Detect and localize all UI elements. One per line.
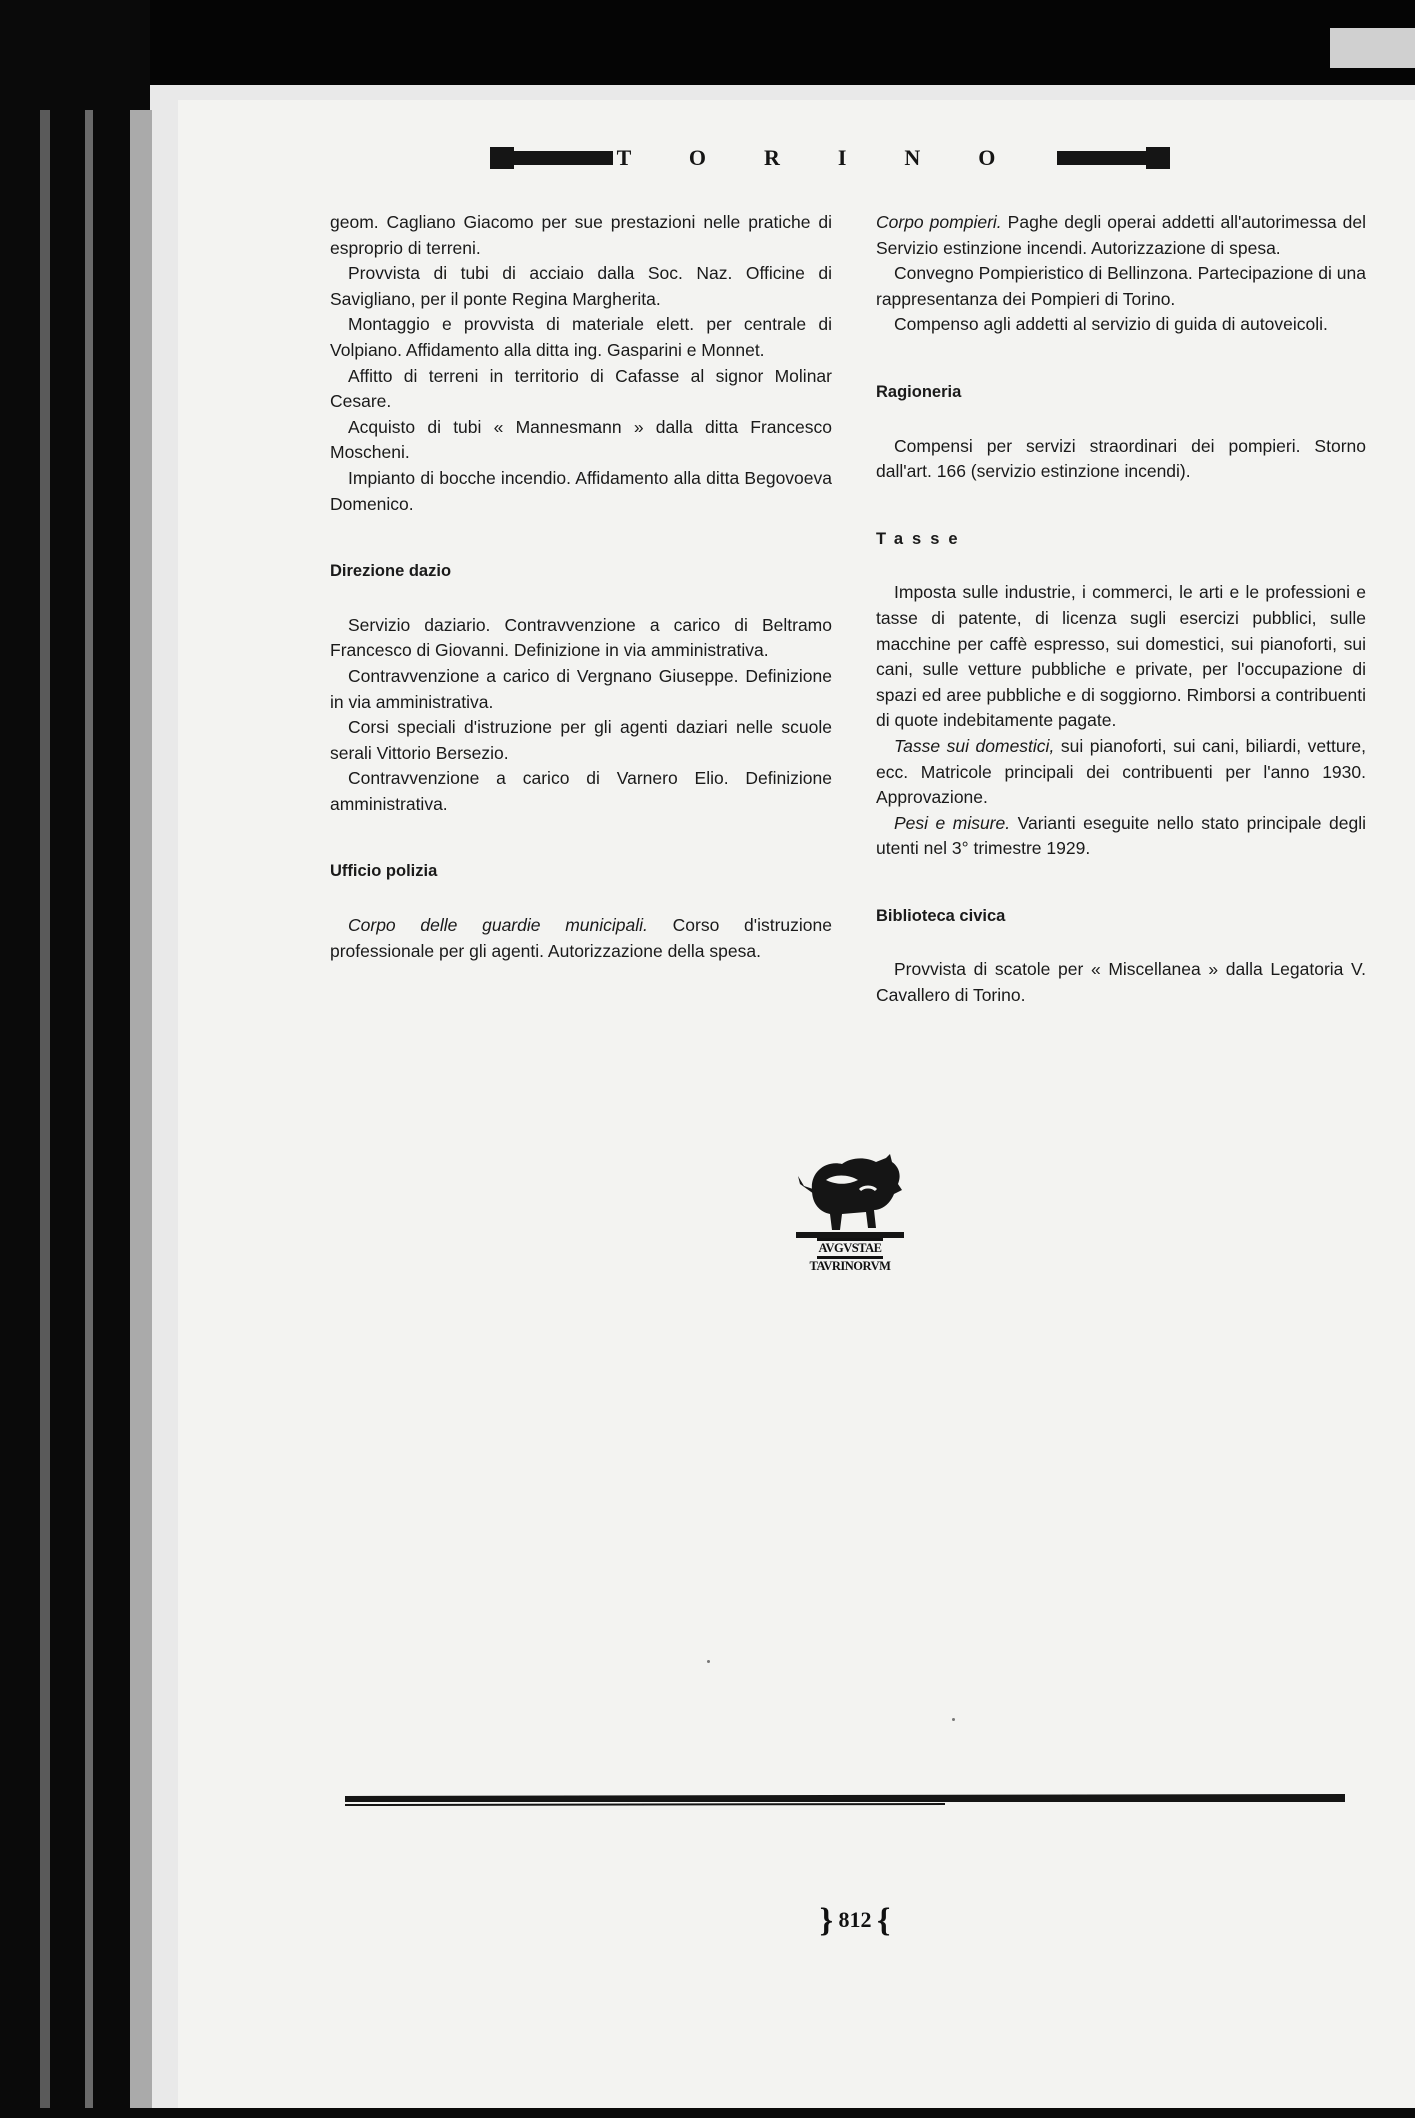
section-heading-ragioneria: Ragioneria [876,382,962,401]
emblem-motto [798,1238,902,1274]
paragraph [876,811,1366,862]
paragraph: Impianto di bocche incendio. Affidamento alla ditta Begovoeva Domenico. [330,467,832,514]
paragraph-text: Corso d'istruzione professionale per gli agenti. Autorizzazione della spesa. [330,915,833,961]
paragraph: Convegno Pompieristico di Bellinzona. Partecipazione di una rappresentanza dei Pompieri di Torino. [876,263,1366,309]
scan-border-left [0,0,150,2118]
paragraph: Servizio daziario. Contravvenzione a carico di Beltramo Francesco di Giovanni. Definizione in via amministrativa. [330,614,832,661]
paragraph-text: Varianti eseguite nello stato principale degli utenti nel 3° trimestre 1929. [876,812,1366,859]
book-spine-edge [40,110,50,2118]
paragraph: Acquisto di tubi « Mannesmann » dalla ditta Francesco Moscheni. [330,416,832,463]
italic-lead: Tasse sui domestici, [894,735,1055,756]
left-column [330,210,832,964]
paragraph: Compenso agli addetti al servizio di guida di autoveicoli. [894,314,1328,335]
paragraph-text: sui pianoforti, sui cani, biliardi, vetture, ecc. Matricole principali dei contribuenti per l'anno 1930. Approvazione. [876,735,1366,808]
book-spine-edge [130,110,152,2118]
italic-lead: Corpo delle guardie municipali. [348,915,648,936]
bull-icon [790,1150,910,1240]
bracket-left: } [819,1902,833,1939]
scan-border-bottom [0,2108,1415,2118]
book-spine-edge [85,110,93,2118]
italic-lead: Corpo pompieri. [876,212,1002,232]
section-heading-dazio: Direzione dazio [330,562,452,581]
paragraph [876,734,1366,811]
scan-speck [707,1660,710,1663]
header-banner [500,143,1170,173]
scan-speck [952,1718,955,1721]
emblem-motto-line: AVGVSTAE [817,1238,884,1259]
paragraph [876,210,1366,261]
paragraph: Provvista di tubi di acciaio dalla Soc. Naz. Officine di Savigliano, per il ponte Regina Margherita. [330,263,832,309]
city-emblem [790,1150,910,1285]
paragraph: Montaggio e provvista di materiale elett. per centrale di Volpiano. Affidamento alla ditta ing. Gasparini e Monnet. [330,314,832,360]
page-number-text: 812 [838,1907,872,1932]
paragraph-text: Paghe degli operai addetti all'autorimessa del Servizio estinzione incendi. Autorizzazione di spesa. [876,212,1366,258]
italic-lead: Pesi e misure. [894,812,1011,833]
emblem-motto-line: TAVRINORVM [809,1259,891,1273]
paragraph: Corsi speciali d'istruzione per gli agenti daziari nelle scuole serali Vittorio Bersezio. [330,717,832,763]
banner-cap-left [490,147,514,169]
scan-border-top [0,0,1415,85]
paragraph [330,913,832,964]
right-column [876,210,1366,1009]
scan-border-corner [1330,28,1415,68]
paragraph: geom. Cagliano Giacomo per sue prestazioni nelle pratiche di esproprio di terreni. [330,212,832,258]
paragraph: Imposta sulle industrie, i commerci, le arti e le professioni e tasse di patente, di licenza sugli esercizi pubblici, sulle macchine per caffè espresso, sui domestici, sui pianoforti, sui cani, sulle vetture pubbliche e private, per l'occupazione di spazi ed aree pubbliche e di soggiorno. Rimborsi a contribuenti di quote indebitamente pagate. [876,582,1366,731]
section-heading-tasse: Tasse [876,529,967,548]
header-city-title: TORINO [540,143,1130,173]
page-number [800,1900,910,1940]
paragraph: Affitto di terreni in territorio di Cafasse al signor Molinar Cesare. [330,365,832,412]
paragraph: Compensi per servizi straordinari dei pompieri. Storno dall'art. 166 (servizio estinzione incendi). [876,435,1366,482]
banner-cap-right [1146,147,1170,169]
footer-rule [345,1790,1345,1808]
bracket-right: { [877,1902,891,1939]
paragraph: Contravvenzione a carico di Vergnano Giuseppe. Definizione in via amministrativa. [330,665,832,712]
paragraph: Contravvenzione a carico di Varnero Elio. Definizione amministrativa. [330,768,832,814]
section-heading-polizia: Ufficio polizia [330,862,438,881]
paragraph: Provvista di scatole per « Miscellanea » dalla Legatoria V. Cavallero di Torino. [876,959,1366,1006]
section-heading-biblioteca: Biblioteca civica [876,906,1006,925]
